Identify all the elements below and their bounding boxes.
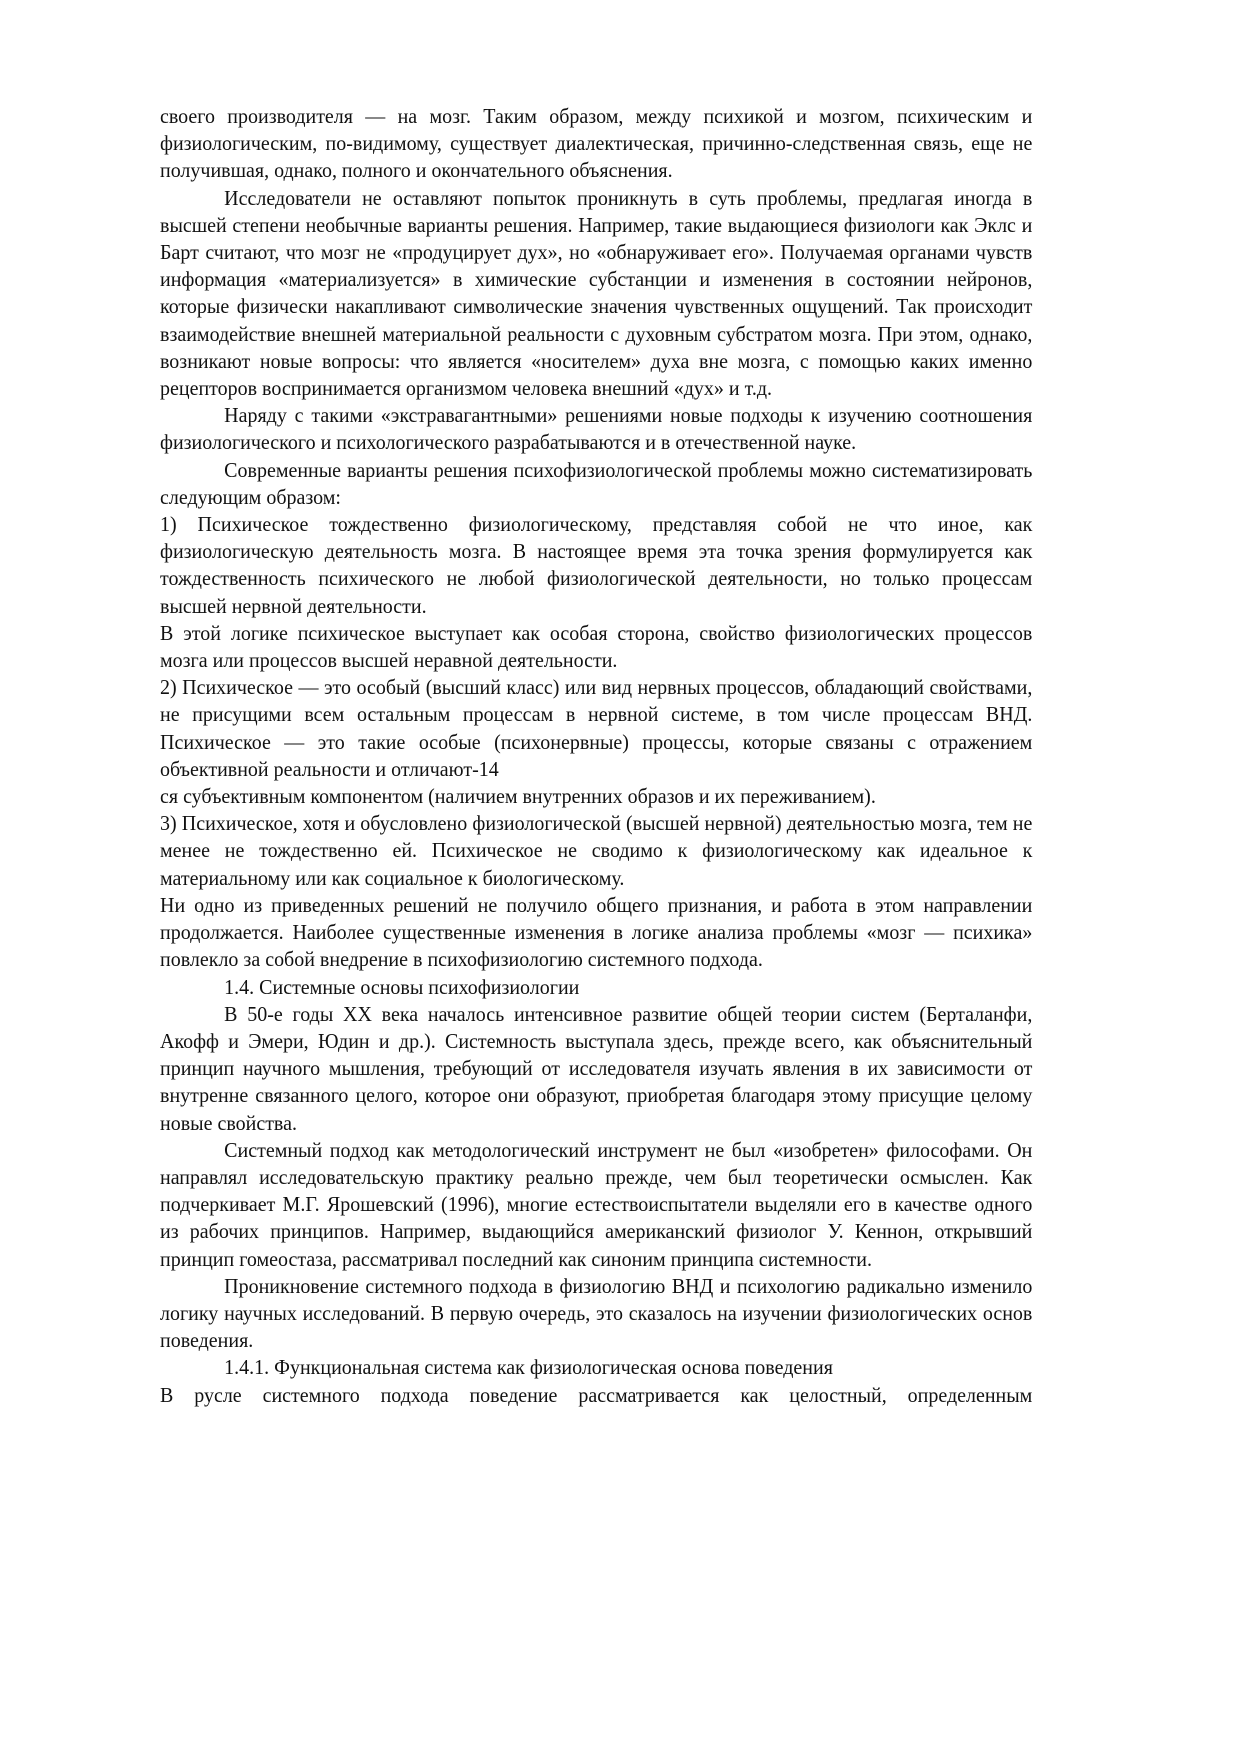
document-page (160, 103, 1032, 1409)
paragraph: В 50-е годы XX века началось интенсивное развитие общей теории систем (Берталанфи, Акофф и Эмери, Юдин и др.). Системность выступала здесь, прежде всего, как объяснительный принцип научного мышления, требующий от исследователя изучать явления в их зависимости от внутренне связанного целого, которое они образуют, приобретая благодаря этому присущие целому новые свойства. (160, 1001, 1033, 1135)
paragraph: своего производителя — на мозг. Таким образом, между психикой и мозгом, психическим и физиологическим, по-видимому, существует диалектическая, причинно-следственная связь, еще не получившая, однако, полного и окончательного объяснения. (160, 104, 1033, 183)
list-item-2: 2) Психическое — это особый (высший класс) или вид нервных процессов, обладающий свойствами, не присущими всем остальным процессам в нервной системе, в том числе процессам ВНД. Психическое — это такие особые (психонервные) процессы, которые связаны с отражением объективной реальности и отличают-14 (160, 675, 1033, 781)
paragraph: Наряду с такими «экстравагантными» решениями новые подходы к изучению соотношения физиологического и психологического разрабатываются и в отечественной науке. (160, 403, 1033, 455)
subsection-heading: 1.4.1. Функциональная система как физиологическая основа поведения (224, 1355, 833, 1380)
paragraph: Современные варианты решения психофизиологической проблемы можно систематизировать следующим образом: (160, 457, 1033, 509)
section-heading: 1.4. Системные основы психофизиологии (224, 974, 580, 999)
paragraph: Исследователи не оставляют попыток проникнуть в суть проблемы, предлагая иногда в высшей степени необычные варианты решения. Например, такие выдающиеся физиологи как Эклс и Барт считают, что мозг не «продуцирует дух», но «обнаруживает его». Получаемая органами чувств информация «материализуется» в химические субстанции и изменения в состоянии нейронов, которые физически накапливают символические значения чувственных ощущений. Так происходит взаимодействие внешней материальной реальности с духовным субстратом мозга. При этом, однако, возникают новые вопросы: что является «носителем» духа вне мозга, с помощью каких именно рецепторов воспринимается организмом человека внешний «дух» и т.д. (160, 185, 1033, 401)
paragraph: Ни одно из приведенных решений не получило общего признания, и работа в этом направлении продолжается. Наиболее существенные изменения в логике анализа проблемы «мозг — психика» повлекло за собой внедрение в психофизиологию системного подхода. (160, 892, 1033, 972)
list-item-3: 3) Психическое, хотя и обусловлено физиологической (высшей нервной) деятельностью мозга, тем не менее не тождественно ей. Психическое не сводимо к физиологическому как идеальное к материальному или как социальное к биологическому. (160, 811, 1033, 890)
paragraph: В этой логике психическое выступает как особая сторона, свойство физиологических процессов мозга или процессов высшей неравной деятельности. (160, 620, 1033, 673)
paragraph: Проникновение системного подхода в физиологию ВНД и психологию радикально изменило логику научных исследований. В первую очередь, это сказалось на изучении физиологических основ поведения. (160, 1273, 1033, 1353)
paragraph: ся субъективным компонентом (наличием внутренних образов и их переживанием). (160, 784, 876, 809)
list-item-1: 1) Психическое тождественно физиологическому, представляя собой не что иное, как физиологическую деятельность мозга. В настоящее время эта точка зрения формулируется как тождественность психического не любой физиологической деятельности, но только процессам высшей нервной деятельности. (160, 512, 1033, 618)
paragraph: Системный подход как методологический инструмент не был «изобретен» философами. Он направлял исследовательскую практику реально прежде, чем был теоретически осмыслен. Как подчеркивает М.Г. Ярошевский (1996), многие естествоиспытатели выделяли его в качестве одного из рабочих принципов. Например, выдающийся американский физиолог У. Кеннон, открывший принцип гомеостаза, рассматривал последний как синоним принципа системности. (160, 1137, 1033, 1271)
paragraph: В русле системного подхода поведение рассматривается как целостный, определенным (160, 1382, 1033, 1407)
